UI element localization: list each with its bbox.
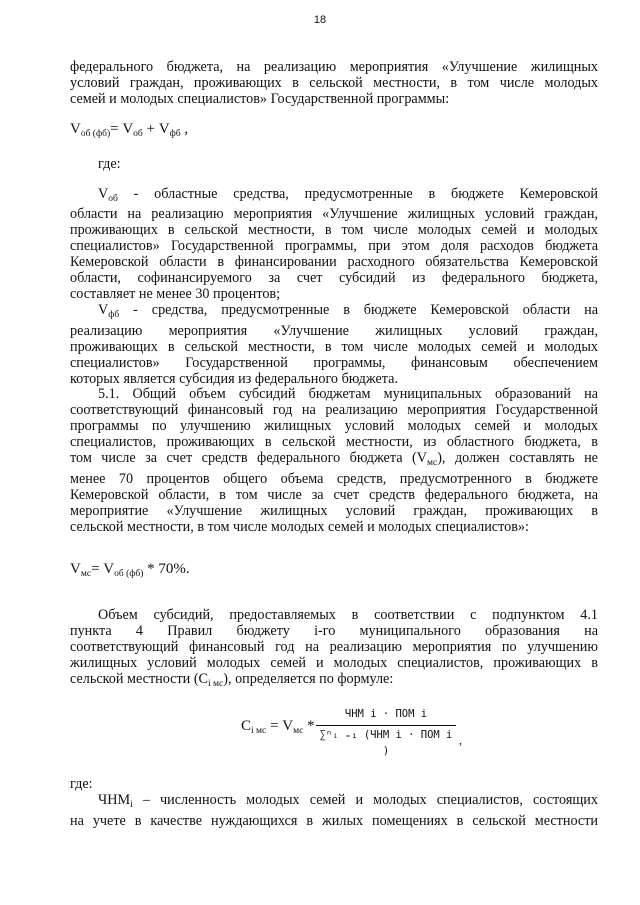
text-line: 5.1. Общий объем субсидий бюджетам муниципальных образований на (98, 386, 598, 403)
fraction-denominator: ∑ⁿᵢ ₌₁ (ЧНМ i · ПОМ i ) (319, 728, 453, 757)
text-line: Кемеровской области в финансировании расходного обязательства Кемеровской (70, 254, 598, 271)
formula-lhs: $С_{i мс} = V_{мс}$ * (241, 718, 315, 736)
definition-chnm (70, 793, 598, 830)
text-line: области, софинансируемого за счет субсидий из федерального бюджета, (70, 270, 598, 287)
text-line: федерального бюджета, на реализацию мероприятия «Улучшение жилищных (70, 59, 598, 75)
text-line: реализацию мероприятия «Улучшение жилищных условий граждан, (70, 322, 598, 339)
text-line: сельской местности $(С_{i мс})$, определяется по формуле: (70, 671, 394, 690)
text-line: семей и молодых специалистов» Государственной программы: (70, 90, 450, 107)
text-line: мероприятие «Улучшение жилищных условий граждан, проживающих в (70, 502, 598, 519)
text-line: составляет не менее 30 процентов; (70, 285, 281, 302)
text-line: которых является субсидия из федерального бюджета. (70, 370, 399, 387)
text-line: специалистов» Государственной программы, финансовым обеспечением (70, 354, 598, 371)
text-line: проживающих в сельской местности, в том числе молодых семей и молодых (70, 222, 598, 239)
intro-paragraph (70, 60, 598, 108)
text-line: Кемеровской области, в том числе за счет средств федерального бюджета, на (70, 486, 598, 503)
document-body (70, 60, 598, 830)
page-number: 18 (313, 14, 327, 26)
text-line: сельской местности, в том числе молодых семей и молодых специалистов»: (70, 518, 529, 535)
text-line: $V_{фб}$ - средства, предусмотренные в бюджете Кемеровской области на (98, 301, 598, 320)
text-line: специалистов, проживающих в сельской местности, из областного бюджета, в (70, 434, 598, 451)
text-line: Объем субсидий, предоставляемых в соответствии с подпунктом 4.1 (98, 607, 598, 624)
paragraph-5-1 (70, 387, 598, 535)
text-line: соответствующий финансовый год на реализацию мероприятия Государственной (70, 402, 598, 419)
text-line: $V_{об}$ - областные средства, предусмотренные в бюджете Кемеровской (98, 185, 598, 204)
definition-v-fb (70, 303, 598, 388)
formula-trailing: , (459, 733, 462, 747)
text-line: на учете в качестве нуждающихся в жилых помещениях в сельской местности (70, 812, 598, 829)
formula-fraction (316, 707, 456, 760)
text-line: $ЧНМ_i$ – численность молодых семей и молодых специалистов, состоящих (98, 791, 598, 810)
text-line: условий граждан, проживающих в сельской местности, в том числе молодых (70, 74, 598, 91)
text-line: проживающих в сельской местности, в том числе молодых семей и молодых (70, 338, 598, 355)
formula-c-i-ms (70, 707, 598, 757)
text-line: соответствующий финансовый год на реализацию мероприятия по улучшению (70, 639, 598, 656)
text-line: области на реализацию мероприятия «Улучшение жилищных условий граждан, (70, 206, 598, 223)
text-line: жилищных условий молодых семей и молодых специалистов, проживающих в (70, 655, 598, 672)
formula-v-ms: $V_{мс}= V_{об (фб)} * 70\%$. (70, 560, 190, 579)
where-label: где: (98, 155, 121, 172)
fraction-numerator: ЧНМ i · ПОМ i (316, 707, 456, 726)
text-line: программы по улучшению жилищных условий молодых семей и молодых (70, 418, 598, 435)
formula-v-total: $V_{об (фб)}= V_{об} + V_{фб}$ , (70, 120, 189, 139)
text-line: пункта 4 Правил бюджету i-го муниципального образования на (70, 623, 598, 640)
text-line: менее 70 процентов общего объема средств, предусмотренного в бюджете (70, 470, 598, 487)
paragraph-subsidy-volume (70, 608, 598, 693)
definition-v-ob (70, 187, 598, 303)
where-label: где: (70, 776, 93, 792)
text-line: специалистов» Государственной программы, при этом доля расходов бюджета (70, 238, 598, 255)
text-line: том числе за счет средств федерального бюджета $(V_{мс})$, должен составлять не (70, 450, 598, 469)
